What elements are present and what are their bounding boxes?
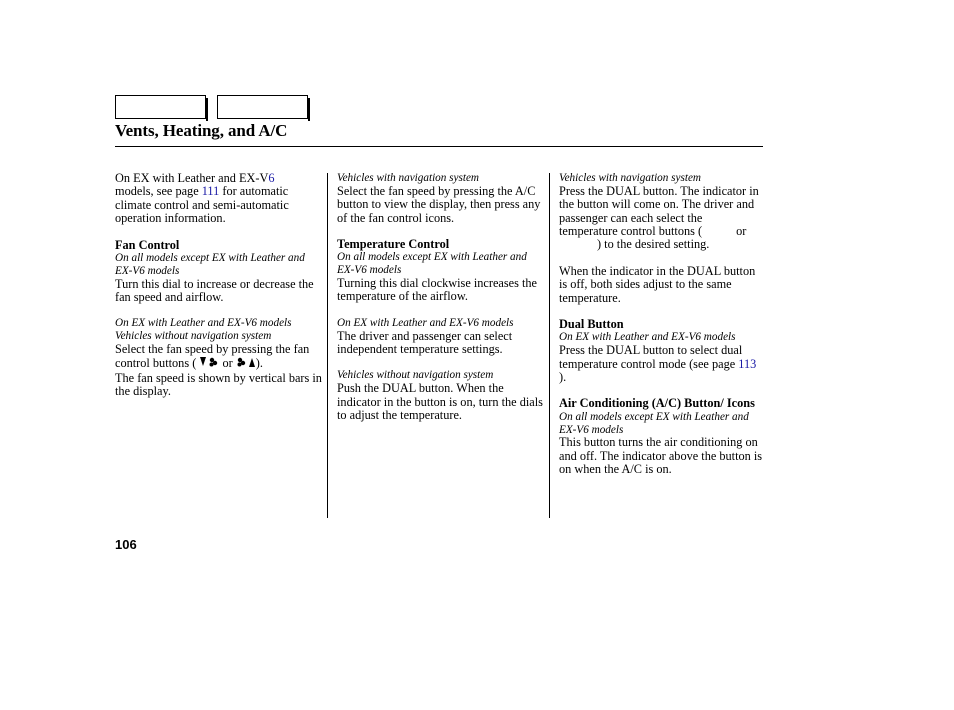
temperature-control-heading: Temperature Control — [337, 237, 450, 252]
column-divider-2 — [549, 173, 550, 518]
fan-text-2: Select the fan speed by pressing the fan control buttons ( or ). — [115, 342, 310, 371]
temp-text-2: The driver and passenger can select independent temperature settings. — [337, 328, 513, 357]
temp-condition-1: On all models except EX with Leather and EX-V6 models — [337, 251, 527, 277]
temp-text-3: Push the DUAL button. When the indicator in the button is on, turn the dials to adjust the temperature. — [337, 381, 543, 423]
dual-text: Press the DUAL button to select dual temperature control mode (see page 113 ). — [559, 343, 757, 385]
fan-control-heading: Fan Control — [115, 237, 180, 252]
fan-condition-2: On EX with Leather and EX-V6 models Vehicles without navigation system — [115, 317, 292, 343]
page-number: 106 — [115, 537, 137, 552]
column-divider-1 — [327, 173, 328, 518]
nav-fan-text: Select the fan speed by pressing the A/C button to view the display, then press any of the fan control icons. — [337, 183, 541, 225]
page-title: Vents, Heating, and A/C — [115, 121, 288, 140]
temp-condition-3: Vehicles without navigation system — [337, 369, 494, 382]
link-v6[interactable]: 6 — [268, 171, 275, 185]
fan-condition-1: On all models except EX with Leather and EX-V6 models — [115, 252, 305, 277]
temp-text-1: Turning this dial clockwise increases the temperature of the airflow. — [337, 276, 538, 304]
fan-text-1: Turn this dial to increase or decrease the fan speed and airflow. — [115, 276, 314, 305]
nav-button-next[interactable] — [217, 95, 308, 119]
column-1 — [115, 172, 323, 399]
temp-condition-2: On EX with Leather and EX-V6 models — [337, 316, 514, 329]
dual-condition: On EX with Leather and EX-V6 models — [559, 331, 736, 344]
column-2 — [337, 172, 543, 422]
fan-up-icon — [236, 356, 256, 371]
title-divider — [115, 146, 763, 147]
fan-text-3: The fan speed is shown by vertical bars in the display. — [115, 370, 322, 399]
dual-off-text: When the indicator in the DUAL button is off, both sides adjust to the same temperature. — [559, 263, 756, 305]
ac-text: This button turns the air conditioning on and off. The indicator above the button is on when the A/C is on. — [559, 435, 763, 477]
fan-down-icon — [199, 356, 219, 371]
nav-button-previous[interactable] — [115, 95, 206, 119]
intro-paragraph: On EX with Leather and EX-V6 models, see page 111 for automatic climate control and semi-automatic operation information. — [115, 171, 289, 226]
column-3 — [559, 172, 763, 477]
nav-condition: Vehicles with navigation system — [337, 172, 479, 184]
link-page-111[interactable]: 111 — [201, 184, 220, 199]
link-page-113[interactable]: 113 — [738, 356, 757, 371]
ac-condition: On all models except EX with Leather and EX-V6 models — [559, 410, 749, 436]
dual-nav-text: Press the DUAL button. The indicator in the button will come on. The driver and passenger can each select the temperature control buttons ( or) to the desired setting. — [559, 183, 759, 252]
ac-button-heading: Air Conditioning (A/C) Button/ Icons — [559, 396, 755, 411]
nav-condition-2: Vehicles with navigation system — [559, 172, 701, 184]
dual-button-heading: Dual Button — [559, 317, 624, 332]
